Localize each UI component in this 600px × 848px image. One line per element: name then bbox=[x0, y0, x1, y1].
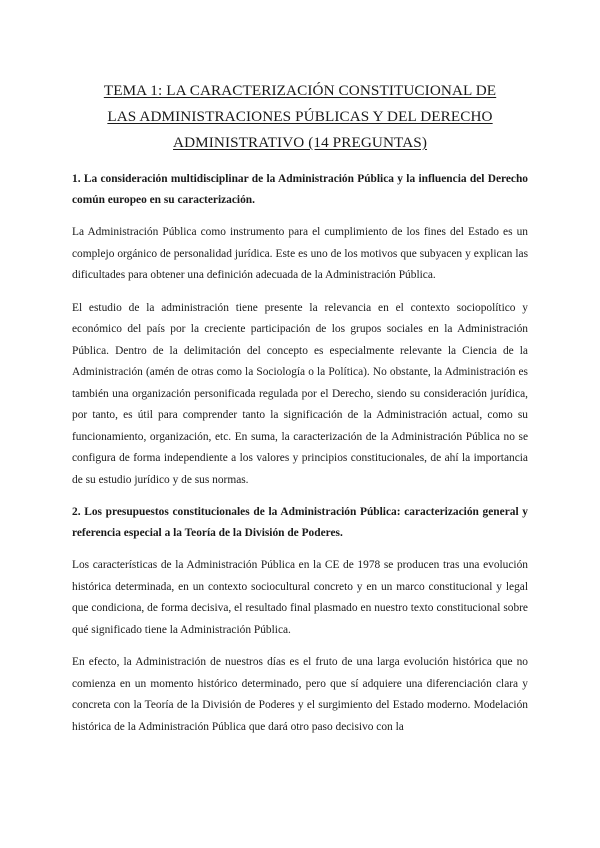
title-line: LAS ADMINISTRACIONES PÚBLICAS Y DEL DERECHO bbox=[107, 108, 493, 125]
document-page bbox=[72, 78, 528, 749]
document-title bbox=[72, 78, 528, 156]
title-line: ADMINISTRATIVO (14 PREGUNTAS) bbox=[173, 134, 427, 151]
paragraph: La Administración Pública como instrumento para el cumplimiento de los fines del Estado es un complejo orgánico de personalidad jurídica. Este es uno de los motivos que subyacen y explican las dificultades para obtener una definición adecuada de la Administración Pública. bbox=[72, 226, 528, 281]
section-heading: 2. Los presupuestos constitucionales de la Administración Pública: caracterización general y referencia especial a la Teoría de la División de Poderes. bbox=[72, 506, 528, 539]
paragraph: En efecto, la Administración de nuestros días es el fruto de una larga evolución histórica que no comienza en un momento histórico determinado, pero que sí adquiere una diferenciación clara y concreta con la Teoría de la División de Poderes y el surgimiento del Estado moderno. Modelación histórica de la Administración Pública que dará otro paso decisivo con la bbox=[72, 656, 528, 733]
paragraph: Los características de la Administración Pública en la CE de 1978 se producen tras una evolución histórica determinada, en un contexto sociocultural concreto y en un marco constitucional y legal que condiciona, de forma decisiva, el resultado final plasmado en nuestro texto constitucional sobre qué significado tiene la Administración Pública. bbox=[72, 559, 528, 636]
title-line: TEMA 1: LA CARACTERIZACIÓN CONSTITUCIONAL DE bbox=[103, 82, 497, 99]
section-2 bbox=[72, 502, 528, 738]
section-heading: 1. La consideración multidisciplinar de la Administración Pública y la influencia del Derecho común europeo en su caracterización. bbox=[72, 173, 528, 206]
paragraph: El estudio de la administración tiene presente la relevancia en el contexto sociopolítico y económico del país por la creciente participación de los grupos sociales en la Administración Pública. Dentro de la delimitación del concepto es especialmente relevante la Ciencia de la Administración (amén de otras como la Sociología o la Política). No obstante, la Administración es también una organización personificada regulada por el Derecho, siendo su consideración jurídica, por tanto, es útil para comprender tanto la significación de la Administración actual, como su funcionamiento, organización, etc. En suma, la caracterización de la Administración Pública no se configura de forma independiente a los valores y principios constitucionales, de ahí la importancia de su estudio jurídico y de sus normas. bbox=[72, 301, 528, 486]
section-1 bbox=[72, 169, 528, 491]
